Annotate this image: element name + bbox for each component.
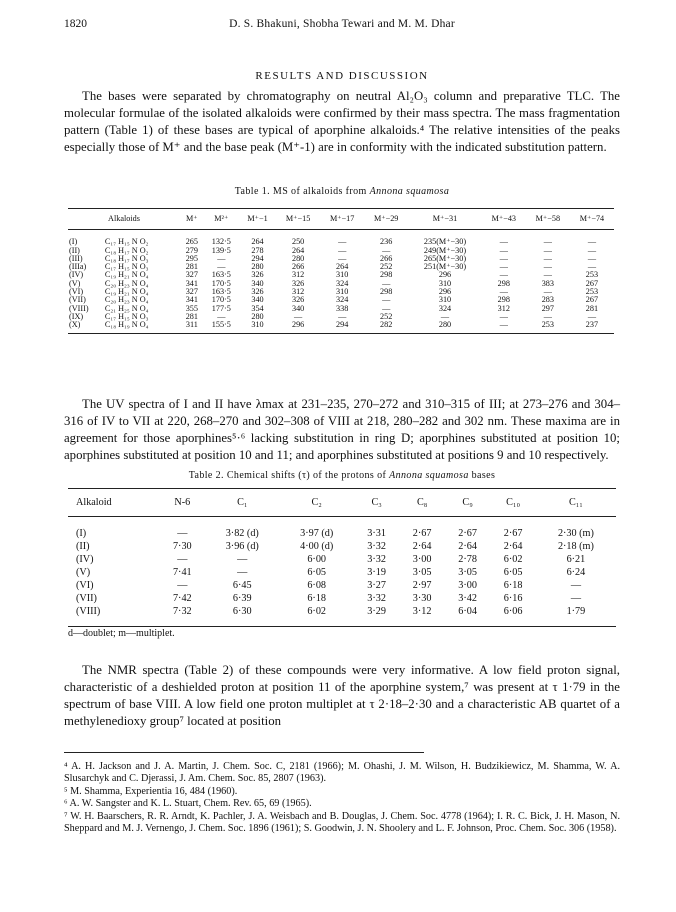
table-cell: (I) bbox=[76, 528, 87, 539]
table1-header-cell: M⁺−58 bbox=[526, 209, 570, 230]
table-cell: — bbox=[237, 567, 248, 578]
table-cell: C₂₁ H₂₅ N O₄ bbox=[104, 303, 149, 313]
table-cell: — bbox=[499, 311, 508, 321]
table-cell: 310 bbox=[336, 270, 349, 280]
table1-caption-species: Annona squamosa bbox=[369, 186, 450, 197]
table-cell: 250 bbox=[291, 237, 305, 247]
table-cell: — bbox=[587, 245, 597, 255]
table-cell: 296 bbox=[438, 270, 452, 280]
table-cell: 310 bbox=[336, 287, 349, 297]
table-cell: C₁₇ H₁₅ N O₃ bbox=[104, 311, 149, 321]
table-cell: 2·18 (m) bbox=[557, 541, 594, 552]
table2-header-row bbox=[68, 489, 616, 517]
table-cell: (IV) bbox=[69, 270, 84, 280]
table-cell: C₁₉ H₂₁ N O₄ bbox=[104, 287, 149, 297]
table-row bbox=[68, 605, 616, 627]
table1-header-cell: M²⁺ bbox=[204, 209, 239, 230]
table2-header-cell: C₁₁ bbox=[536, 489, 616, 517]
table1-header-cell: Alkaloids bbox=[68, 209, 180, 230]
table-cell: — bbox=[382, 303, 391, 313]
table-cell: 3·12 bbox=[399, 605, 444, 627]
table2-grid bbox=[68, 488, 616, 627]
table-cell: 252 bbox=[380, 311, 393, 321]
table-cell: 155·5 bbox=[204, 321, 239, 333]
table-cell: 2·30 (m) bbox=[557, 528, 594, 539]
table-cell: 3·00 bbox=[458, 580, 477, 591]
table-cell: 3·32 bbox=[367, 593, 386, 604]
table-cell: 249(M⁺−30) bbox=[423, 245, 467, 255]
table-cell: 6·06 bbox=[490, 605, 535, 627]
table-cell: — bbox=[543, 262, 552, 272]
table-cell: C₁₈ H₁₇ N O₂ bbox=[104, 245, 149, 255]
table-cell: 2·64 bbox=[412, 541, 432, 552]
table-cell: 312 bbox=[497, 303, 510, 313]
table-cell: — bbox=[543, 287, 552, 297]
table-cell: 163·5 bbox=[211, 270, 231, 280]
footnote: ⁵ M. Shamma, Experientia 16, 484 (1960). bbox=[64, 785, 238, 797]
section-title: RESULTS AND DISCUSSION bbox=[255, 70, 429, 82]
table-cell: — bbox=[217, 262, 226, 272]
table-cell: 324 bbox=[336, 295, 349, 305]
table-cell: (I) bbox=[69, 237, 78, 247]
table2-header-cell: Alkaloid bbox=[68, 489, 160, 517]
table1-header-row bbox=[68, 209, 614, 230]
table-cell: 280 bbox=[251, 262, 264, 272]
table-cell: (X) bbox=[68, 321, 104, 333]
table2-caption bbox=[64, 470, 620, 481]
table-cell: 7·30 bbox=[172, 541, 192, 552]
table2-header-cell: C₁ bbox=[205, 489, 279, 517]
table-cell: — bbox=[587, 237, 597, 247]
table-cell: (III) bbox=[69, 253, 83, 263]
table-cell: — bbox=[177, 528, 188, 539]
table1-grid bbox=[68, 208, 614, 334]
running-authors: D. S. Bhakuni, Shobha Tewari and M. M. Dhar bbox=[229, 18, 455, 30]
table2-header-cell: C₂ bbox=[279, 489, 353, 517]
table-cell: 139·5 bbox=[211, 245, 231, 255]
table-cell: 6·30 bbox=[205, 605, 279, 627]
table-cell: 311 bbox=[180, 321, 204, 333]
table1-header-cell: M⁺−74 bbox=[570, 209, 614, 230]
table-cell: 3·42 bbox=[458, 593, 477, 604]
table-cell: — bbox=[543, 253, 552, 263]
table-cell: 265(M⁺−30) bbox=[423, 253, 467, 263]
page-number: 1820 bbox=[64, 18, 87, 30]
table-cell: C₂₀ H₂₃ N O₄ bbox=[104, 295, 149, 305]
table-cell: 282 bbox=[364, 321, 408, 333]
table-cell: 3·30 bbox=[412, 593, 432, 604]
table1-header-cell: M⁺−29 bbox=[364, 209, 408, 230]
table-cell: 2·67 bbox=[458, 528, 477, 539]
table-cell: 237 bbox=[570, 321, 614, 333]
table-cell: 163·5 bbox=[211, 287, 231, 297]
table-cell: 297 bbox=[541, 303, 554, 313]
table1-header-cell: M⁺−17 bbox=[320, 209, 364, 230]
table-cell: 281 bbox=[185, 262, 198, 272]
table-cell: 236 bbox=[380, 237, 393, 247]
table-cell: 283 bbox=[541, 295, 554, 305]
table-cell: (V) bbox=[76, 567, 91, 578]
table2-header-cell: C₉ bbox=[445, 489, 490, 517]
paragraph-uv-spectra bbox=[64, 396, 620, 464]
table-cell: — bbox=[499, 270, 508, 280]
table-cell: 6·16 bbox=[503, 593, 523, 604]
table1-header-cell: M⁺−1 bbox=[239, 209, 276, 230]
table-cell: (VI) bbox=[69, 287, 84, 297]
table-cell: 251(M⁺−30) bbox=[423, 262, 467, 272]
table-cell: 170·5 bbox=[211, 295, 231, 305]
table-cell: 340 bbox=[291, 303, 305, 313]
table-cell: 253 bbox=[585, 270, 599, 280]
table-cell: C₁₈ H₁₉ N O₄ bbox=[104, 321, 180, 333]
paragraph-text: The NMR spectra (Table 2) of these compounds were very informative. A low field proton signal, characteristic of a deshielded proton at position 11 of the aporphine system,⁷ was present at τ 1·79 in the spectrum of base VIII. A low field one proton multiplet at τ 2·18–2·30 and a characteristic AB quartet of a methylenedioxy group⁷ located at position bbox=[64, 663, 620, 728]
table-cell: — bbox=[177, 580, 188, 591]
table-cell: 3·29 bbox=[354, 605, 399, 627]
table-row bbox=[68, 230, 614, 247]
table-cell: 252 bbox=[380, 262, 393, 272]
table-cell: 267 bbox=[585, 278, 599, 288]
paragraph-nmr-spectra bbox=[64, 662, 620, 730]
table-cell: — bbox=[237, 554, 248, 565]
table-cell: — bbox=[440, 311, 450, 321]
table1-caption bbox=[64, 186, 620, 197]
table-cell: 278 bbox=[251, 245, 264, 255]
table-row bbox=[68, 540, 616, 553]
table-cell: 2·67 bbox=[412, 528, 432, 539]
table-cell: 6·18 bbox=[503, 580, 523, 591]
table-cell: 340 bbox=[251, 278, 264, 288]
table-cell: 296 bbox=[438, 287, 452, 297]
table-cell: — bbox=[499, 287, 508, 297]
table-cell: — bbox=[338, 245, 347, 255]
table-row bbox=[68, 553, 616, 566]
table2-header-cell: C₈ bbox=[399, 489, 444, 517]
table-cell: — bbox=[338, 311, 347, 321]
table-cell: — bbox=[482, 321, 526, 333]
table-cell: — bbox=[177, 554, 188, 565]
table-cell: — bbox=[382, 278, 391, 288]
table-cell: 6·05 bbox=[503, 567, 523, 578]
table-cell: 2·78 bbox=[458, 554, 477, 565]
table-cell: — bbox=[543, 245, 552, 255]
table-cell: 326 bbox=[251, 270, 264, 280]
table-cell: 6·02 bbox=[279, 605, 353, 627]
table-cell: 264 bbox=[336, 262, 349, 272]
table-cell: 281 bbox=[585, 303, 599, 313]
table-cell: 295 bbox=[185, 253, 198, 263]
table-cell: — bbox=[570, 580, 581, 591]
paragraph-mass-spectra bbox=[64, 88, 620, 156]
table-cell: (IV) bbox=[76, 554, 94, 565]
table-cell: — bbox=[338, 253, 347, 263]
table1-header-cell: M⁺−15 bbox=[276, 209, 320, 230]
table2-header-cell: N-6 bbox=[160, 489, 205, 517]
table-cell: C₁₉ H₂₁ N O₄ bbox=[104, 270, 149, 280]
table-cell: 266 bbox=[380, 253, 393, 263]
table-cell: 3·27 bbox=[367, 580, 386, 591]
table-cell: 326 bbox=[291, 295, 305, 305]
table-cell: 253 bbox=[585, 287, 599, 297]
table-cell: 3·00 bbox=[412, 554, 432, 565]
table1 bbox=[68, 208, 614, 334]
table-cell: — bbox=[382, 245, 391, 255]
table-cell: 3·32 bbox=[367, 554, 386, 565]
footnote: ⁴ A. H. Jackson and J. A. Martin, J. Chem. Soc. C, 2181 (1966); M. Ohashi, J. M. Wilson, H. Budzikiewicz, M. Shamma, W. A. Slusarchyk and C. Djerassi, J. Am. Chem. Soc. 85, 2807 (1963). bbox=[64, 761, 620, 785]
table-cell: (IIIa) bbox=[69, 262, 87, 272]
table-cell: — bbox=[217, 311, 226, 321]
table-cell: — bbox=[499, 253, 508, 263]
table-cell: 3·31 bbox=[367, 528, 386, 539]
table-cell: C₁₈ H₁₇ N O₃ bbox=[104, 253, 149, 263]
table-cell: 310 bbox=[438, 295, 452, 305]
table-cell: — bbox=[543, 237, 552, 247]
table1-caption-prefix: Table 1. MS of alkaloids from bbox=[234, 186, 367, 197]
table-cell: 3·97 (d) bbox=[300, 528, 334, 539]
table-cell: 280 bbox=[408, 321, 482, 333]
table-cell: 355 bbox=[185, 303, 198, 313]
table-cell: 2·64 bbox=[503, 541, 523, 552]
table-row bbox=[68, 321, 614, 333]
table-cell: (VII) bbox=[69, 295, 86, 305]
table-cell: 326 bbox=[251, 287, 264, 297]
table-cell: — bbox=[587, 262, 597, 272]
table-cell: 7·32 bbox=[160, 605, 205, 627]
table-cell: 6·39 bbox=[232, 593, 252, 604]
table-cell: — bbox=[294, 311, 303, 321]
table-cell: 327 bbox=[185, 270, 198, 280]
table-cell: — bbox=[499, 245, 508, 255]
table2 bbox=[68, 488, 616, 627]
table-cell: 280 bbox=[291, 253, 305, 263]
table-cell: 1·79 bbox=[536, 605, 616, 627]
table1-header-cell: M⁺ bbox=[180, 209, 204, 230]
table-cell: 3·05 bbox=[412, 567, 432, 578]
table2-header-cell: C₃ bbox=[354, 489, 399, 517]
table-cell: 2·97 bbox=[412, 580, 432, 591]
table-cell: (VIII) bbox=[68, 605, 160, 627]
table-cell: 312 bbox=[291, 270, 305, 280]
table-cell: C₂₀ H₂₃ N O₄ bbox=[104, 278, 149, 288]
table-cell: 3·19 bbox=[367, 567, 386, 578]
table-cell: 294 bbox=[320, 321, 364, 333]
table2-caption-species: Annona squamosa bbox=[389, 470, 469, 481]
table2-caption-suffix: bases bbox=[471, 470, 496, 481]
table-cell: C₁₇ H₁₅ N O₃ bbox=[104, 262, 149, 272]
table-cell: 294 bbox=[251, 253, 264, 263]
table-cell: — bbox=[587, 253, 597, 263]
table-row bbox=[68, 566, 616, 579]
table-cell: 264 bbox=[251, 237, 264, 247]
table-cell: — bbox=[543, 311, 552, 321]
paragraph-text: The UV spectra of I and II have λmax at 231–235, 270–272 and 310–315 of III; at 273–276 and 304–316 of IV to VII at 220, 268–270 and 302–308 of VIII at 218, 280–282 and 302 nm. These maxima are in agreement for those aporphines⁵·⁶ lacking substitution in ring D; aporphines substituted at position 10; aporphines substituted at position 10 and 11; and aporphines substituted at positions 9 and 10 respectively. bbox=[64, 397, 620, 462]
table2-body bbox=[68, 517, 616, 627]
table-cell: 3·05 bbox=[458, 567, 477, 578]
table-cell: 310 bbox=[438, 278, 452, 288]
table-cell: 298 bbox=[380, 270, 393, 280]
table-cell: 6·21 bbox=[566, 554, 586, 565]
table-cell: 298 bbox=[497, 295, 510, 305]
table-cell: 177·5 bbox=[211, 303, 231, 313]
table-cell: 170·5 bbox=[211, 278, 231, 288]
table-cell: 327 bbox=[185, 287, 198, 297]
table-cell: 383 bbox=[541, 278, 554, 288]
table-cell: — bbox=[338, 237, 347, 247]
table-cell: 6·05 bbox=[307, 567, 327, 578]
table-cell: 253 bbox=[526, 321, 570, 333]
footnotes bbox=[64, 752, 620, 835]
table-cell: 6·04 bbox=[445, 605, 490, 627]
table-cell: 341 bbox=[185, 278, 198, 288]
table-cell: 298 bbox=[497, 278, 510, 288]
table-cell: (VII) bbox=[76, 593, 97, 604]
table-cell: (II) bbox=[69, 245, 80, 255]
table-cell: 132·5 bbox=[211, 237, 231, 247]
footnote: ⁶ A. W. Sangster and K. L. Stuart, Chem. Rev. 65, 69 (1965). bbox=[64, 798, 312, 810]
table-cell: 6·08 bbox=[307, 580, 327, 591]
table-cell: 298 bbox=[380, 287, 393, 297]
table-cell: 312 bbox=[291, 287, 305, 297]
footnote-list bbox=[64, 761, 620, 835]
table-cell: 279 bbox=[185, 245, 198, 255]
table-cell: 326 bbox=[291, 278, 305, 288]
table-cell: 296 bbox=[276, 321, 320, 333]
table2-note: d—doublet; m—multiplet. bbox=[68, 628, 175, 639]
table-cell: 267 bbox=[585, 295, 599, 305]
table-row bbox=[68, 517, 616, 541]
paragraph-text: The bases were separated by chromatography on neutral Al₂O₃ column and preparative TLC. The molecular formulae of the isolated alkaloids were confirmed by their mass spectra. The mass fragmentation pattern (Table 1) of these bases are typical of aporphine alkaloids.⁴ The relative intensities of the peaks especially those of M⁺ and the base peak (M⁺-1) are in conformity with the indicated substitution pattern. bbox=[64, 89, 620, 154]
table-cell: 6·00 bbox=[307, 554, 327, 565]
table-cell: — bbox=[382, 295, 391, 305]
table-cell: 338 bbox=[336, 303, 349, 313]
table-cell: 324 bbox=[438, 303, 452, 313]
table1-body bbox=[68, 230, 614, 333]
table-cell: 4·00 (d) bbox=[300, 541, 334, 552]
table-cell: (V) bbox=[69, 278, 81, 288]
table-cell: 354 bbox=[251, 303, 264, 313]
table-cell: — bbox=[570, 593, 581, 604]
footnote: ⁷ W. H. Baarschers, R. R. Arndt, K. Pachler, J. A. Weisbach and B. Douglas, J. Chem. Soc. 4778 (1964); I. R. C. Bick, J. H. Mason, N. Sheppard and M. J. Vernengo, J. Chem. Soc. 1896 (1961); S. Goodwin, J. N. Shoolery and L. F. Johnson, Proc. Chem. Soc. 306 (1958). bbox=[64, 810, 620, 835]
table2-caption-prefix: Table 2. Chemical shifts (τ) of the protons of bbox=[188, 470, 387, 481]
table-cell: — bbox=[543, 270, 552, 280]
table-cell: 324 bbox=[336, 278, 349, 288]
table-cell: 6·02 bbox=[503, 554, 523, 565]
table-cell: C₁₇ H₁₅ N O₂ bbox=[104, 237, 149, 247]
table-cell: 6·18 bbox=[307, 593, 327, 604]
table-cell: 235(M⁺−30) bbox=[423, 237, 467, 247]
table-cell: 264 bbox=[291, 245, 305, 255]
table-cell: (VI) bbox=[76, 580, 94, 591]
table-cell: — bbox=[587, 311, 597, 321]
table1-header-cell: M⁺−31 bbox=[408, 209, 482, 230]
table-cell: — bbox=[499, 237, 508, 247]
table-cell: — bbox=[499, 262, 508, 272]
table-cell: 280 bbox=[251, 311, 264, 321]
table-cell: (II) bbox=[76, 541, 90, 552]
table-cell: 3·96 (d) bbox=[225, 541, 259, 552]
table1-header-cell: M⁺−43 bbox=[482, 209, 526, 230]
table-cell: 7·42 bbox=[172, 593, 192, 604]
table2-header-cell: C₁₀ bbox=[490, 489, 535, 517]
footnote-divider bbox=[64, 752, 424, 753]
table-cell: (IX) bbox=[69, 311, 84, 321]
table-cell: 310 bbox=[239, 321, 276, 333]
table-cell: 3·32 bbox=[367, 541, 386, 552]
table-row bbox=[68, 579, 616, 592]
table-cell: (VIII) bbox=[69, 303, 89, 313]
table-cell: 340 bbox=[251, 295, 264, 305]
table-cell: 281 bbox=[185, 311, 198, 321]
table-cell: — bbox=[217, 253, 226, 263]
table-cell: 341 bbox=[185, 295, 198, 305]
table-cell: 6·24 bbox=[566, 567, 586, 578]
table-cell: 7·41 bbox=[172, 567, 192, 578]
table-row bbox=[68, 592, 616, 605]
table-cell: 2·67 bbox=[503, 528, 523, 539]
table-cell: 3·82 (d) bbox=[225, 528, 259, 539]
table-cell: 2·64 bbox=[458, 541, 477, 552]
table-cell: 266 bbox=[291, 262, 305, 272]
table-cell: 6·45 bbox=[232, 580, 252, 591]
table-cell: 265 bbox=[185, 237, 198, 247]
